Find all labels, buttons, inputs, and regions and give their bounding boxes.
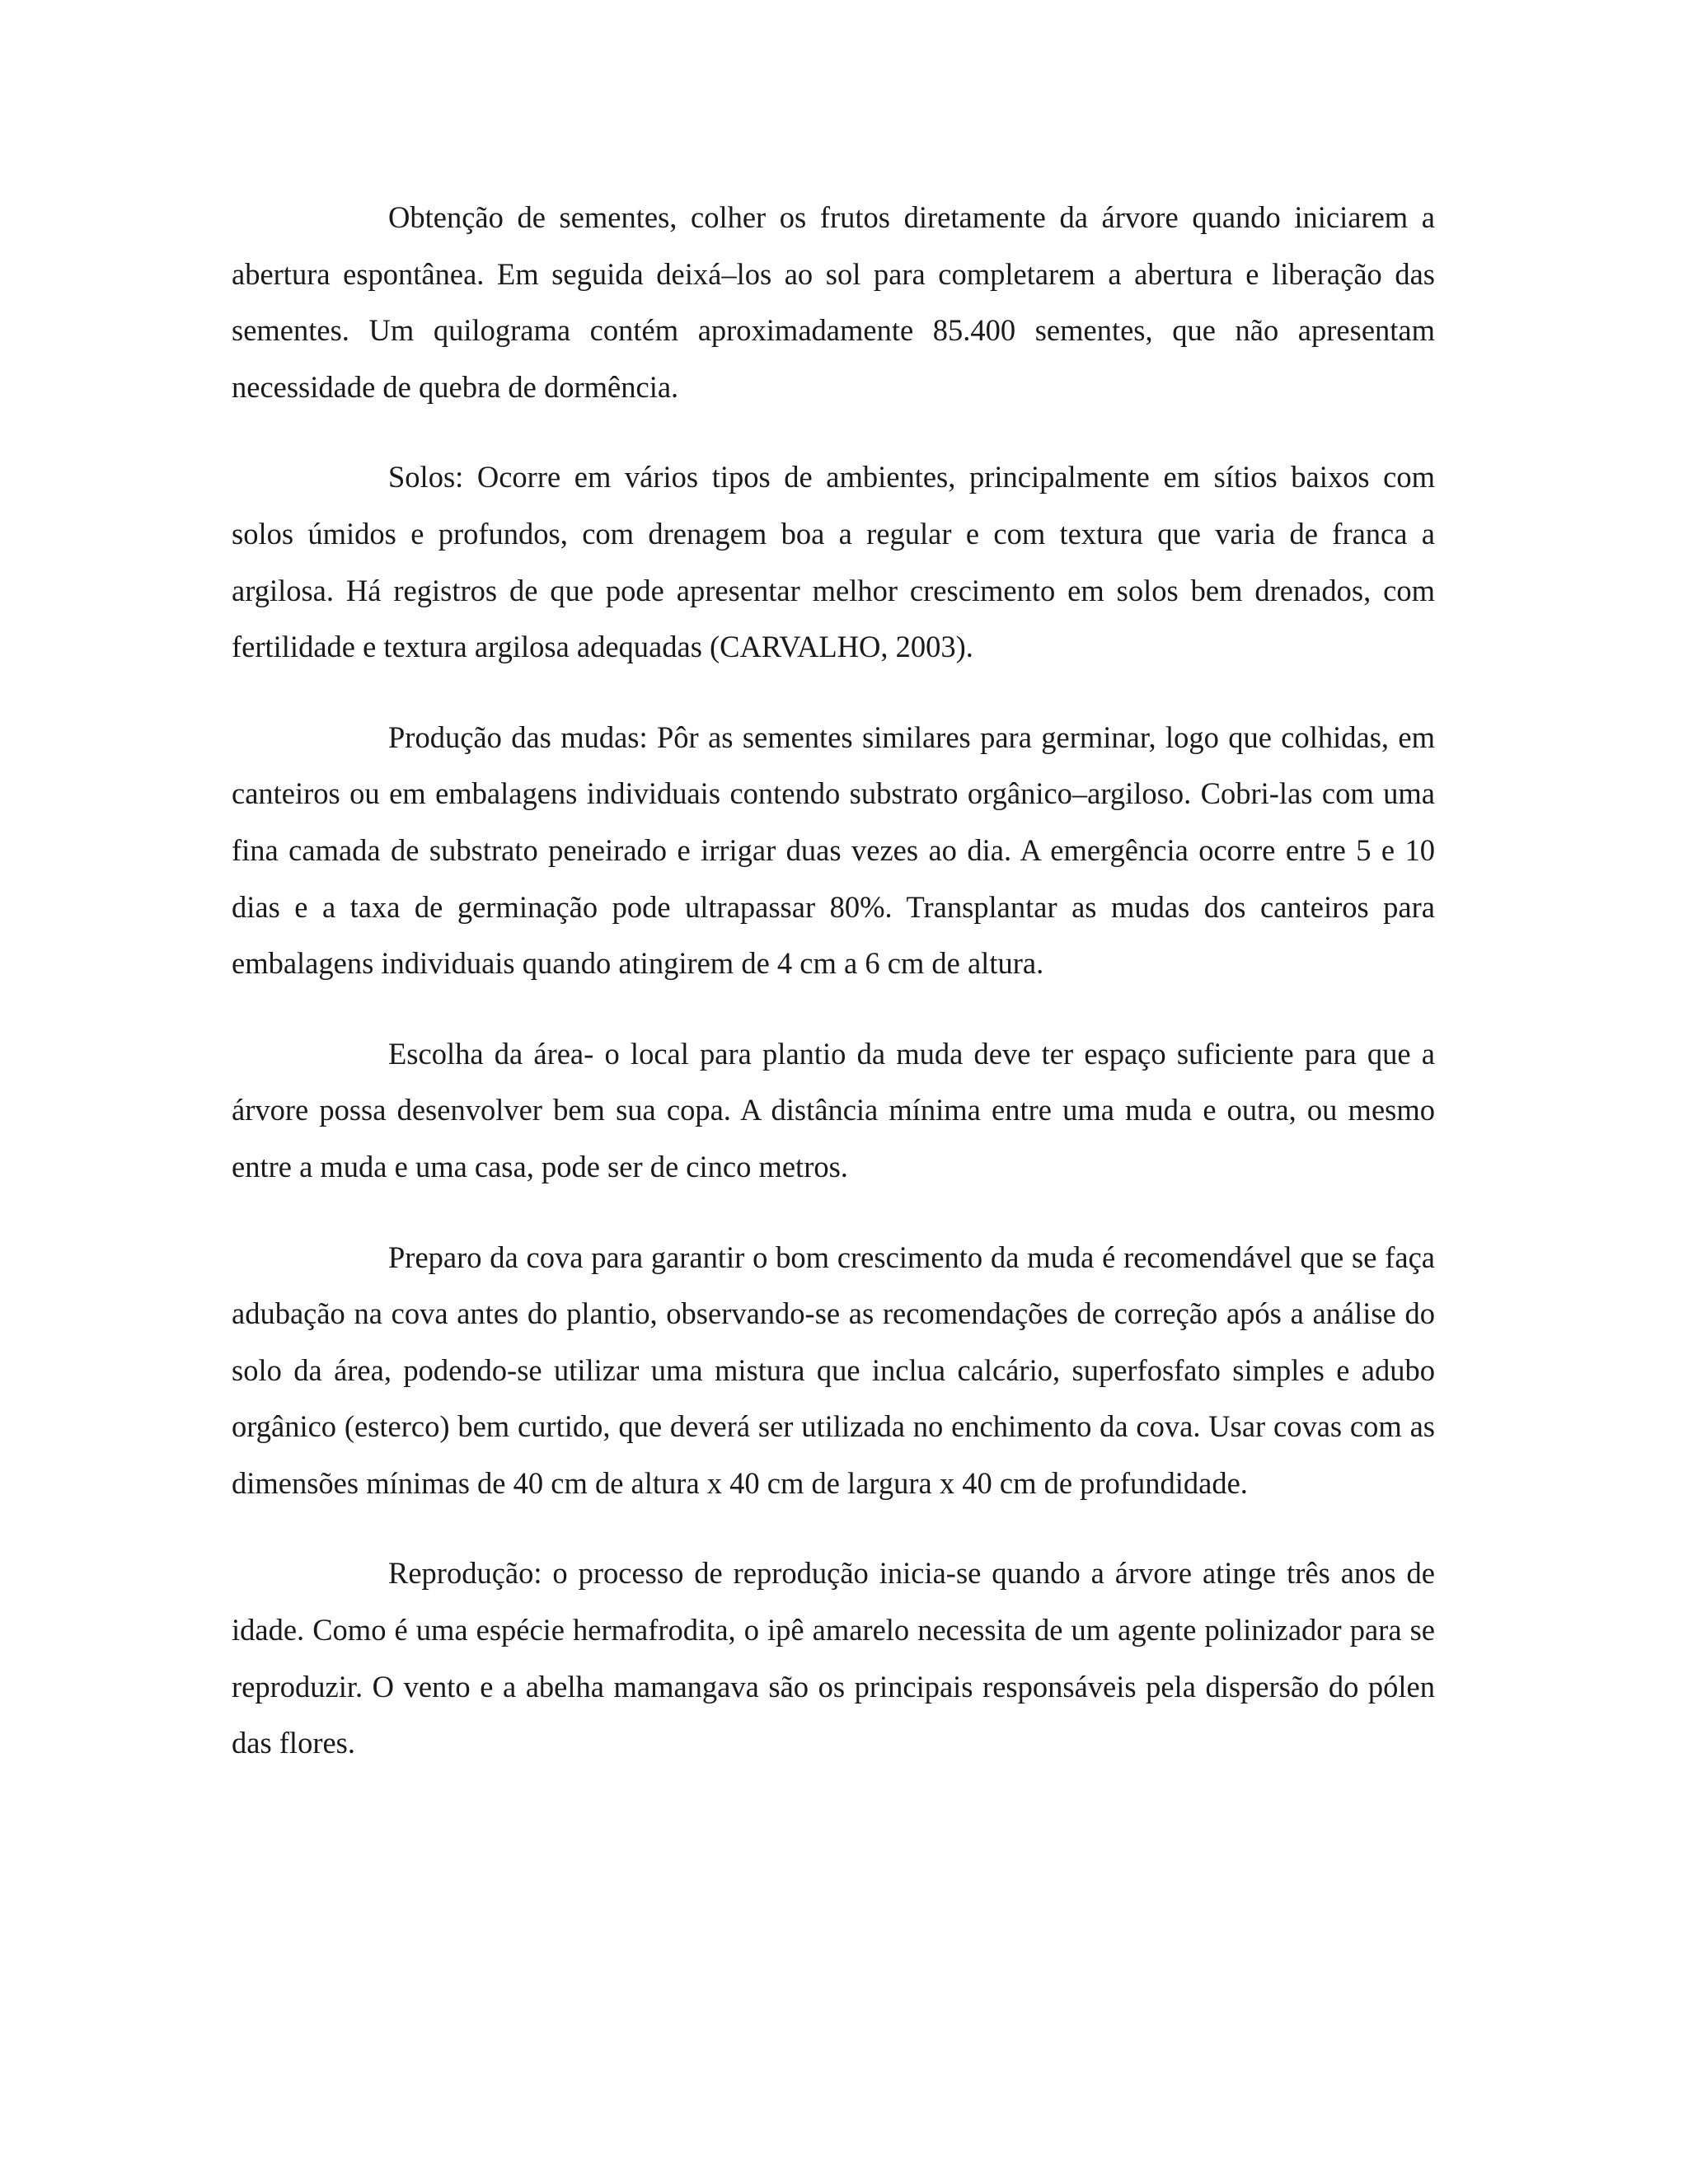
paragraph-reproduction: Reprodução: o processo de reprodução inicia-se quando a árvore atinge três anos de idade. Como é uma espécie hermafrodita, o ipê amarelo necessita de um agente polinizador para se reproduzir. O vento e a abelha mamangava são os principais responsáveis pela dispersão do pólen das flores. (232, 1556, 1435, 1760)
paragraph-seedling-production: Produção das mudas: Pôr as sementes similares para germinar, logo que colhidas, em canteiros ou em embalagens individuais contendo substrato orgânico–argiloso. Cobri-las com uma fina camada de substrato peneirado e irrigar duas vezes ao dia. A emergência ocorre entre 5 e 10 dias e a taxa de germinação pode ultrapassar 80%. Transplantar as mudas dos canteiros para embalagens individuais quando atingirem de 4 cm a 6 cm de altura. (232, 719, 1435, 981)
document-body (232, 190, 1435, 1806)
paragraph-site-selection: Escolha da área- o local para plantio da muda deve ter espaço suficiente para que a árvore possa desenvolver bem sua copa. A distância mínima entre uma muda e outra, ou mesmo entre a muda e uma casa, pode ser de cinco metros. (232, 1036, 1435, 1183)
paragraph-seeds: Obtenção de sementes, colher os frutos diretamente da árvore quando iniciarem a abertura espontânea. Em seguida deixá–los ao sol para completarem a abertura e liberação das sementes. Um quilograma contém aproximadamente 85.400 sementes, que não apresentam necessidade de quebra de dormência. (232, 200, 1435, 404)
paragraph-soils: Solos: Ocorre em vários tipos de ambientes, principalmente em sítios baixos com solos úmidos e profundos, com drenagem boa a regular e com textura que varia de franca a argilosa. Há registros de que pode apresentar melhor crescimento em solos bem drenados, com fertilidade e textura argilosa adequadas (CARVALHO, 2003). (232, 460, 1435, 664)
paragraph-pit-preparation: Preparo da cova para garantir o bom crescimento da muda é recomendável que se faça adubação na cova antes do plantio, observando-se as recomendações de correção após a análise do solo da área, podendo-se utilizar uma mistura que inclua calcário, superfosfato simples e adubo orgânico (esterco) bem curtido, que deverá ser utilizada no enchimento da cova. Usar covas com as dimensões mínimas de 40 cm de altura x 40 cm de largura x 40 cm de profundidade. (232, 1240, 1435, 1500)
